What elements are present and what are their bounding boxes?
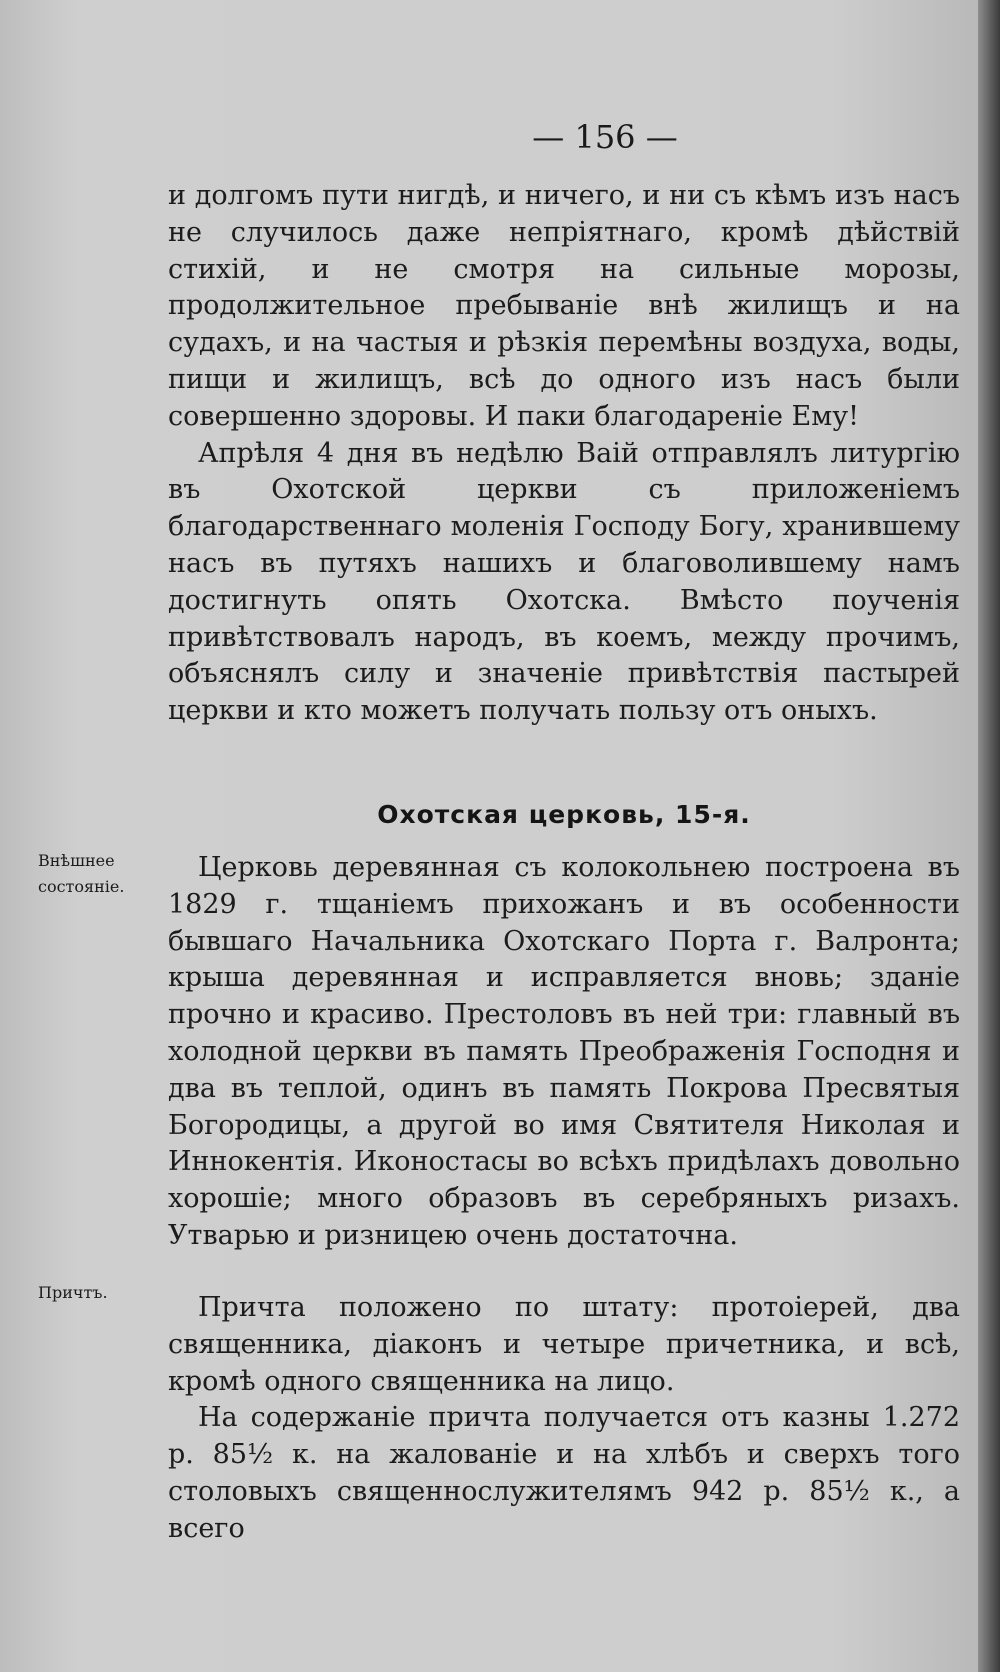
opening-text	[168, 178, 960, 730]
church-description	[168, 850, 960, 1255]
paragraph-clergy-staff: Причта положено по штату: протоіерей, два священника, діаконъ и четыре причетника, и всѣ, кромѣ одного священника на лицо.	[168, 1292, 960, 1397]
paragraph-church: Церковь деревянная съ колокольнею построена въ 1829 г. тщаніемъ прихожанъ и въ особенности бывшаго Начальника Охотскаго Порта г. Валронта; крыша деревянная и исправляется вновь; зданіе прочно и красиво. Престоловъ въ ней три: главный въ холодной церкви въ память Преображенія Господня и два въ теплой, одинъ въ память Покрова Пресвятыя Богородицы, а другой во имя Святителя Николая и Иннокентія. Иконостасы во всѣхъ придѣлахъ довольно хорошіе; много образовъ въ серебряныхъ ризахъ. Утварью и ризницею очень достаточна.	[168, 852, 960, 1251]
clergy-text	[168, 1290, 960, 1548]
section-heading: Охотская церковь, 15-я.	[377, 800, 751, 829]
paragraph-continuation: и долгомъ пути нигдѣ, и ничего, и ни съ кѣмъ изъ насъ не случилось даже непріятнаго, кромѣ дѣйствій стихій, и не смотря на сильные морозы, продолжительное пребываніе внѣ жилищъ и на судахъ, и на частыя и рѣзкія перемѣны воздуха, воды, пищи и жилищъ, всѣ до одного изъ насъ были совершенно здоровы. И паки благодареніе Ему!	[168, 180, 960, 432]
margin-note-external-state: Внѣшнее состояніе.	[38, 851, 125, 896]
page-edge-shadow	[978, 0, 1000, 1672]
margin-note-clergy: Причтъ.	[38, 1283, 108, 1302]
paragraph-clergy-salary: На содержаніе причта получается отъ казны 1.272 р. 85½ к. на жалованіе и на хлѣбъ и сверхъ того столовыхъ священнослужителямъ 942 р. 85½ к., а всего	[168, 1402, 960, 1544]
paragraph-liturgy: Апрѣля 4 дня въ недѣлю Ваій отправлялъ литургію въ Охотской церкви съ приложеніемъ благодарственнаго моленія Господу Богу, хранившему насъ въ путяхъ нашихъ и благоволившему намъ достигнуть опять Охотска. Вмѣсто поученія привѣтствовалъ народъ, въ коемъ, между прочимъ, объяснялъ силу и значеніе привѣтствія пастырей церкви и кто можетъ получать пользу отъ оныхъ.	[168, 437, 960, 727]
page-number: — 156 —	[532, 118, 678, 156]
